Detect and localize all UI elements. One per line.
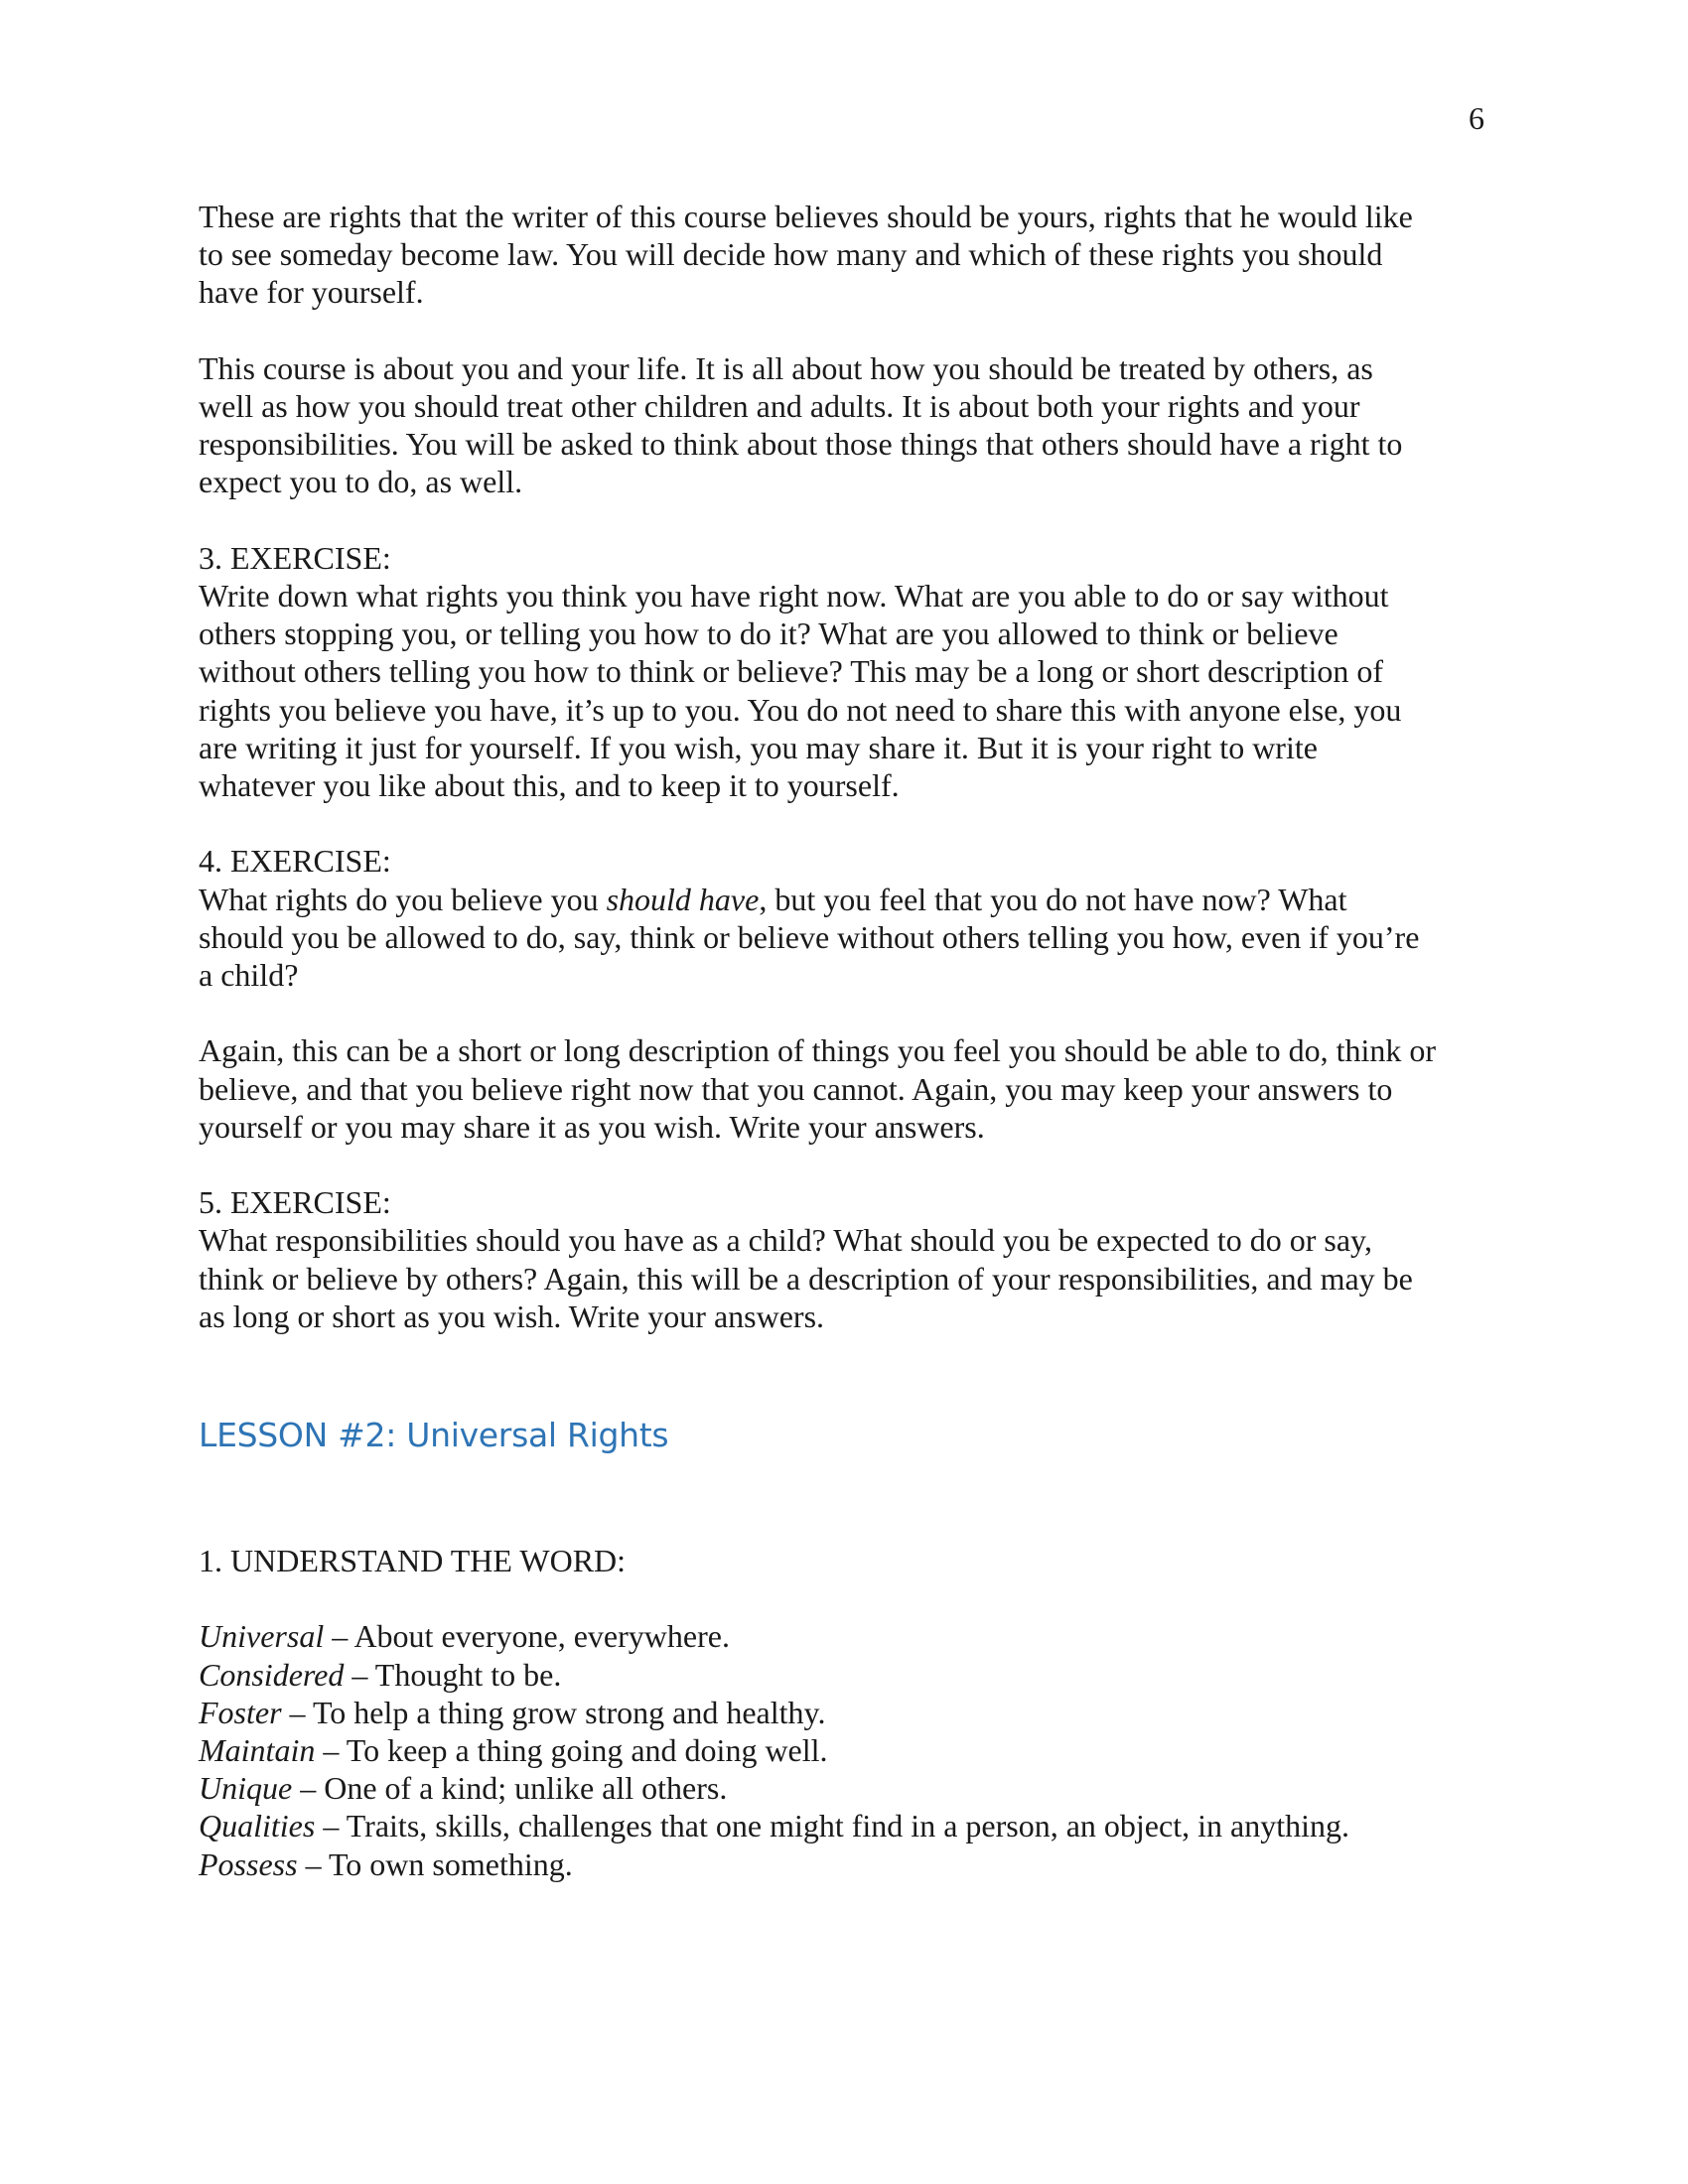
- vocab-entry: [199, 1845, 1499, 1883]
- vocab-term: Qualities: [199, 1808, 316, 1844]
- vocab-entry: [199, 1617, 1499, 1655]
- text-line: What responsibilities should you have as a child? What should you be expected to do or say,: [199, 1222, 1372, 1259]
- exercise-3: [199, 539, 1499, 804]
- text-line: should you be allowed to do, say, think or believe without others telling you how, even if you’re: [199, 918, 1420, 955]
- text-line: have for yourself.: [199, 274, 424, 311]
- vocab-term: Universal: [199, 1618, 325, 1655]
- text-line: responsibilities. You will be asked to think about those things that others should have a right to: [199, 426, 1403, 463]
- page-number: 6: [1469, 100, 1484, 136]
- exercise-heading: 4. EXERCISE:: [199, 843, 391, 880]
- text-line: This course is about you and your life. It is all about how you should be treated by others, as: [199, 349, 1373, 386]
- text-line: expect you to do, as well.: [199, 464, 523, 500]
- text-line: think or believe by others? Again, this will be a description of your responsibilities, and may be: [199, 1260, 1413, 1297]
- vocab-definition: – One of a kind; unlike all others.: [292, 1770, 728, 1807]
- exercise-4: [199, 842, 1499, 1146]
- text-line: as long or short as you wish. Write your answers.: [199, 1297, 825, 1334]
- vocab-definition: – About everyone, everywhere.: [324, 1618, 730, 1655]
- text-line: whatever you like about this, and to keep it to yourself.: [199, 767, 900, 804]
- exercise-heading: 5. EXERCISE:: [199, 1184, 391, 1221]
- vocab-term: Considered: [199, 1656, 345, 1693]
- section-heading: 1. UNDERSTAND THE WORD:: [199, 1543, 627, 1578]
- text-line: believe, and that you believe right now that you cannot. Again, you may keep your answers to: [199, 1070, 1393, 1107]
- text-line: without others telling you how to think or believe? This may be a long or short description of: [199, 653, 1383, 690]
- vocab-term: Foster: [199, 1694, 282, 1730]
- text-line: are writing it just for yourself. If you wish, you may share it. But it is your right to write: [199, 729, 1318, 765]
- text-line: yourself or you may share it as you wish. Write your answers.: [199, 1108, 985, 1145]
- exercise-heading: 3. EXERCISE:: [199, 539, 391, 576]
- vocab-entry: [199, 1694, 1499, 1731]
- vocab-entry: [199, 1656, 1499, 1694]
- text-line: others stopping you, or telling you how to do it? What are you allowed to think or believe: [199, 615, 1338, 652]
- exercise-5: [199, 1183, 1499, 1335]
- document-body: [199, 198, 1499, 1335]
- vocab-entry: [199, 1807, 1499, 1844]
- text-line: to see someday become law. You will decide how many and which of these rights you should: [199, 236, 1383, 273]
- lesson-heading: LESSON #2: Universal Rights: [199, 1416, 669, 1454]
- vocab-term: Unique: [199, 1770, 293, 1807]
- vocab-definition: – Thought to be.: [344, 1656, 562, 1693]
- vocab-entry: [199, 1731, 1499, 1769]
- text-line: well as how you should treat other children and adults. It is about both your rights and your: [199, 388, 1360, 424]
- text-run: What rights do you believe you: [199, 881, 607, 917]
- vocab-entry: [199, 1769, 1499, 1807]
- vocab-term: Possess: [199, 1845, 298, 1882]
- intro-paragraph-2: [199, 349, 1499, 501]
- vocab-term: Maintain: [199, 1732, 316, 1768]
- text-line: [199, 881, 1499, 918]
- vocab-definition: – Traits, skills, challenges that one might find in a person, an object, in anything.: [315, 1808, 1349, 1844]
- vocabulary-section: [199, 1542, 1499, 1883]
- text-run: , but you feel that you do not have now? What: [759, 881, 1347, 917]
- vocab-definition: – To own something.: [297, 1845, 573, 1882]
- intro-paragraph-1: [199, 198, 1499, 312]
- text-line: Write down what rights you think you have right now. What are you able to do or say without: [199, 578, 1389, 614]
- vocab-definition: – To help a thing grow strong and healthy.: [281, 1694, 826, 1730]
- text-line: These are rights that the writer of this course believes should be yours, rights that he would like: [199, 199, 1413, 234]
- text-line: a child?: [199, 957, 299, 994]
- text-line: rights you believe you have, it’s up to you. You do not need to share this with anyone else, you: [199, 691, 1402, 728]
- text-line: Again, this can be a short or long description of things you feel you should be able to do, think or: [199, 1032, 1436, 1069]
- vocab-definition: – To keep a thing going and doing well.: [315, 1732, 828, 1768]
- emphasis-text: should have: [606, 881, 760, 917]
